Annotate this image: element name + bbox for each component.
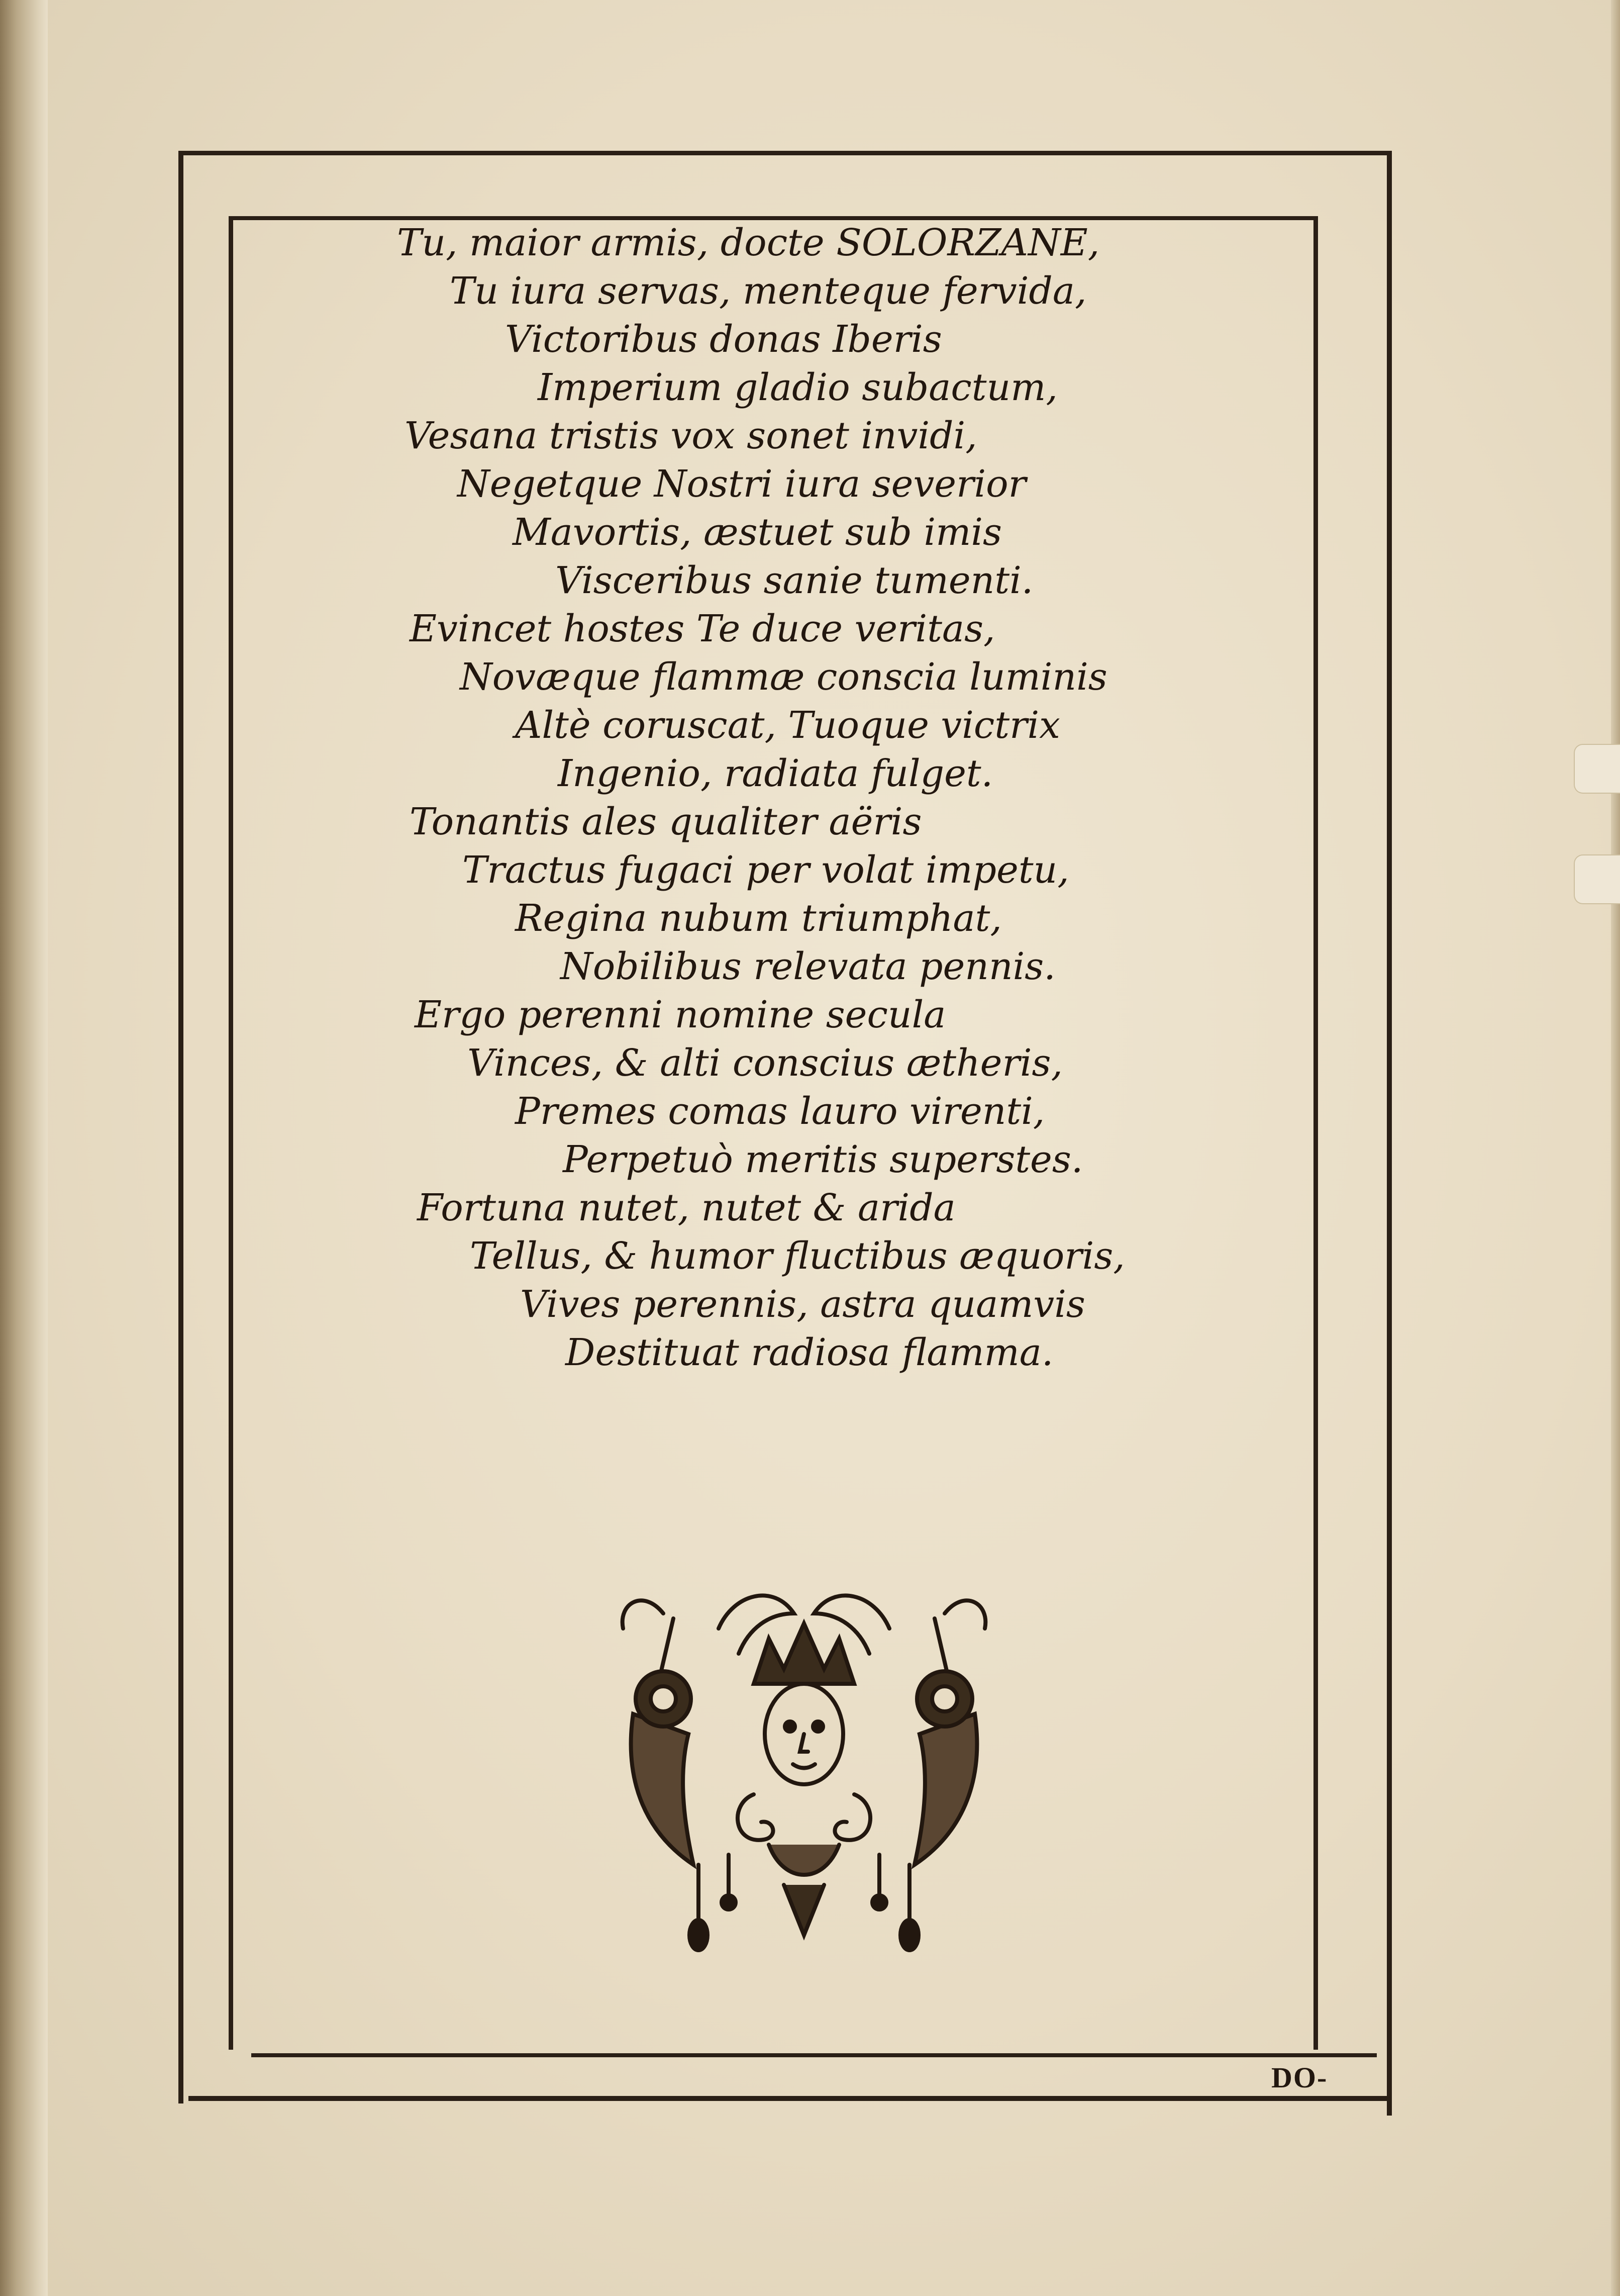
poem-line: Perpetuò meritis superstes.	[563, 1138, 1083, 1181]
poem-line: Victoribus donas Iberis	[505, 318, 942, 361]
outer-frame-bottom-rule	[188, 2096, 1387, 2101]
poem-line: Ergo perenni nomine secula	[415, 993, 946, 1036]
poem-line: Evincet hostes Te duce veritas,	[410, 607, 995, 650]
poem-line: Regina nubum triumphat,	[515, 897, 1002, 940]
poem-line: Ingenio, radiata fulget.	[558, 752, 993, 795]
binding-gutter	[0, 0, 48, 2296]
poem-line: Novæque flammæ conscia luminis	[460, 655, 1107, 699]
poem-line: Visceribus sanie tumenti.	[555, 559, 1034, 602]
poem-line: Vesana tristis vox sonet invidi,	[404, 414, 977, 457]
page-tab	[1574, 744, 1620, 794]
woodcut-mask-cornucopia-icon	[603, 1583, 1005, 1965]
inner-frame-bottom-rule	[251, 2053, 1377, 2057]
poem-line: Tu iura servas, menteque fervida,	[450, 269, 1087, 313]
poem-line: Altè coruscat, Tuoque victrix	[515, 704, 1060, 747]
poem-line: Premes comas lauro virenti,	[515, 1090, 1045, 1133]
poem-line: Imperium gladio subactum,	[538, 366, 1058, 409]
poem-line: Nobilibus relevata pennis.	[560, 945, 1056, 988]
poem-line: Tractus fugaci per volat impetu,	[462, 848, 1069, 892]
poem-line: Vives perennis, astra quamvis	[520, 1283, 1085, 1326]
catchword: DO-	[1271, 2061, 1328, 2094]
poem-line: Fortuna nutet, nutet & arida	[417, 1186, 956, 1229]
poem-line: Mavortis, æstuet sub imis	[513, 511, 1002, 554]
page-edge	[1611, 0, 1620, 2296]
poem-line: Tellus, & humor fluctibus æquoris,	[470, 1234, 1125, 1278]
poem-line: Vinces, & alti conscius ætheris,	[467, 1041, 1063, 1085]
poem-line: Negetque Nostri iura severior	[457, 462, 1027, 506]
page-tab	[1574, 854, 1620, 904]
poem-line: Destituat radiosa flamma.	[565, 1331, 1054, 1374]
poem-line: Tonantis ales qualiter aëris	[410, 800, 922, 843]
poem-line: Tu, maior armis, docte SOLORZANE,	[397, 221, 1100, 264]
outer-frame-left-rule	[178, 151, 183, 2103]
